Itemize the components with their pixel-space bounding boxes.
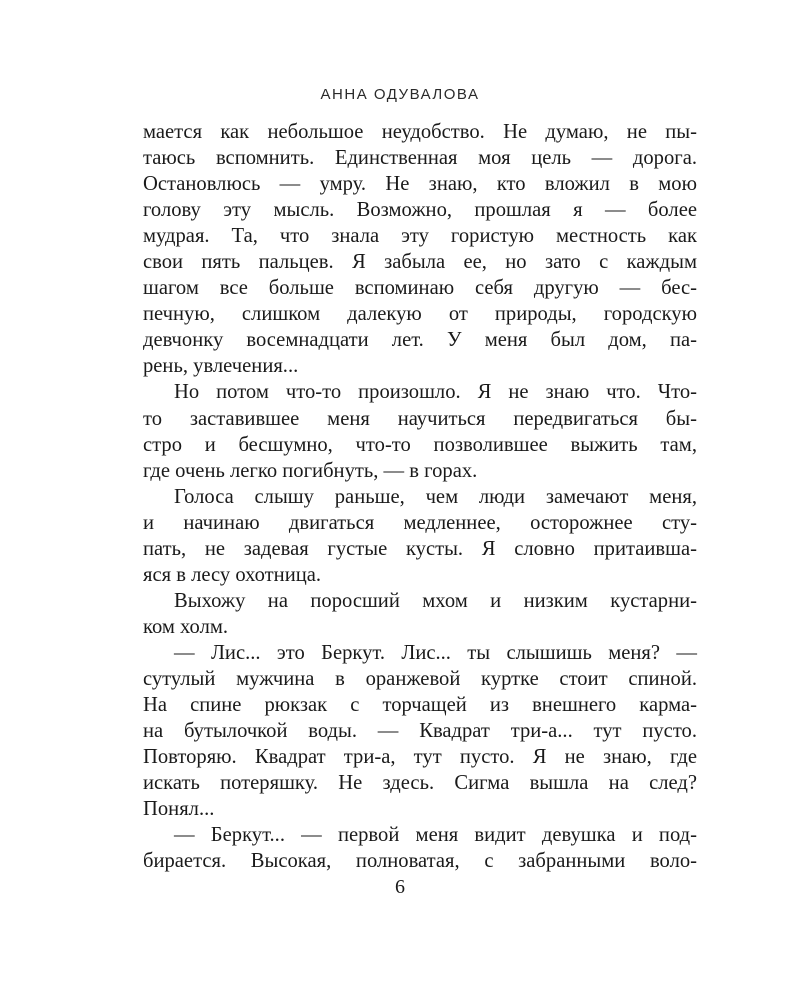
text-line: мудрая. Та, что знала эту гористую местность как [143,225,697,248]
page-number: 6 [395,876,405,898]
text-line: свои пять пальцев. Я забыла ее, но зато с каждым [143,251,697,274]
text-line: ком холм. [143,615,229,638]
text-line: таюсь вспомнить. Единственная моя цель — дорога. [143,147,697,170]
text-line: на бутылочкой воды. — Квадрат три-а... тут пусто. [143,720,697,743]
text-line: Остановлюсь — умру. Не знаю, кто вложил в мою [143,173,697,196]
text-line: стро и бесшумно, что-то позволившее выжить там, [143,433,697,456]
text-line: девчонку восемнадцати лет. У меня был дом, па- [143,329,697,352]
text-line: бирается. Высокая, полноватая, с забранными воло- [143,850,697,873]
text-line: печную, слишком далекую от природы, городскую [143,303,697,326]
text-line: где очень легко погибнуть, — в горах. [143,459,478,482]
running-head-author: АННА ОДУВАЛОВА [320,86,480,103]
text-line: Но потом что-то произошло. Я не знаю что. Что- [174,381,697,404]
text-line: голову эту мысль. Возможно, прошлая я — более [143,199,697,222]
text-line: мается как небольшое неудобство. Не думаю, не пы- [143,121,697,143]
text-line: и начинаю двигаться медленнее, осторожнее сту- [143,511,697,534]
text-line: пать, не задевая густые кусты. Я словно притаивша- [143,537,697,560]
text-line: Понял... [143,798,215,821]
text-line: сутулый мужчина в оранжевой куртке стоит спиной. [143,667,697,690]
text-line: рень, увлечения... [143,355,299,378]
text-line: шагом все больше вспоминаю себя другую — бес- [143,277,697,300]
body-text [143,119,697,874]
text-line: то заставившее меня научиться передвигаться бы- [143,407,697,430]
text-line: яся в лесу охотница. [143,563,322,586]
text-line: — Лис... это Беркут. Лис... ты слышишь меня? — [174,641,697,664]
text-line: Выхожу на поросший мхом и низким кустарни- [174,589,697,612]
text-line: Повторяю. Квадрат три-а, тут пусто. Я не знаю, где [143,746,697,769]
text-line: На спине рюкзак с торчащей из внешнего карма- [143,694,697,717]
text-line: Голоса слышу раньше, чем люди замечают меня, [174,485,697,508]
text-line: — Беркут... — первой меня видит девушка и под- [174,824,697,847]
text-line: искать потеряшку. Не здесь. Сигма вышла на след? [143,772,697,795]
